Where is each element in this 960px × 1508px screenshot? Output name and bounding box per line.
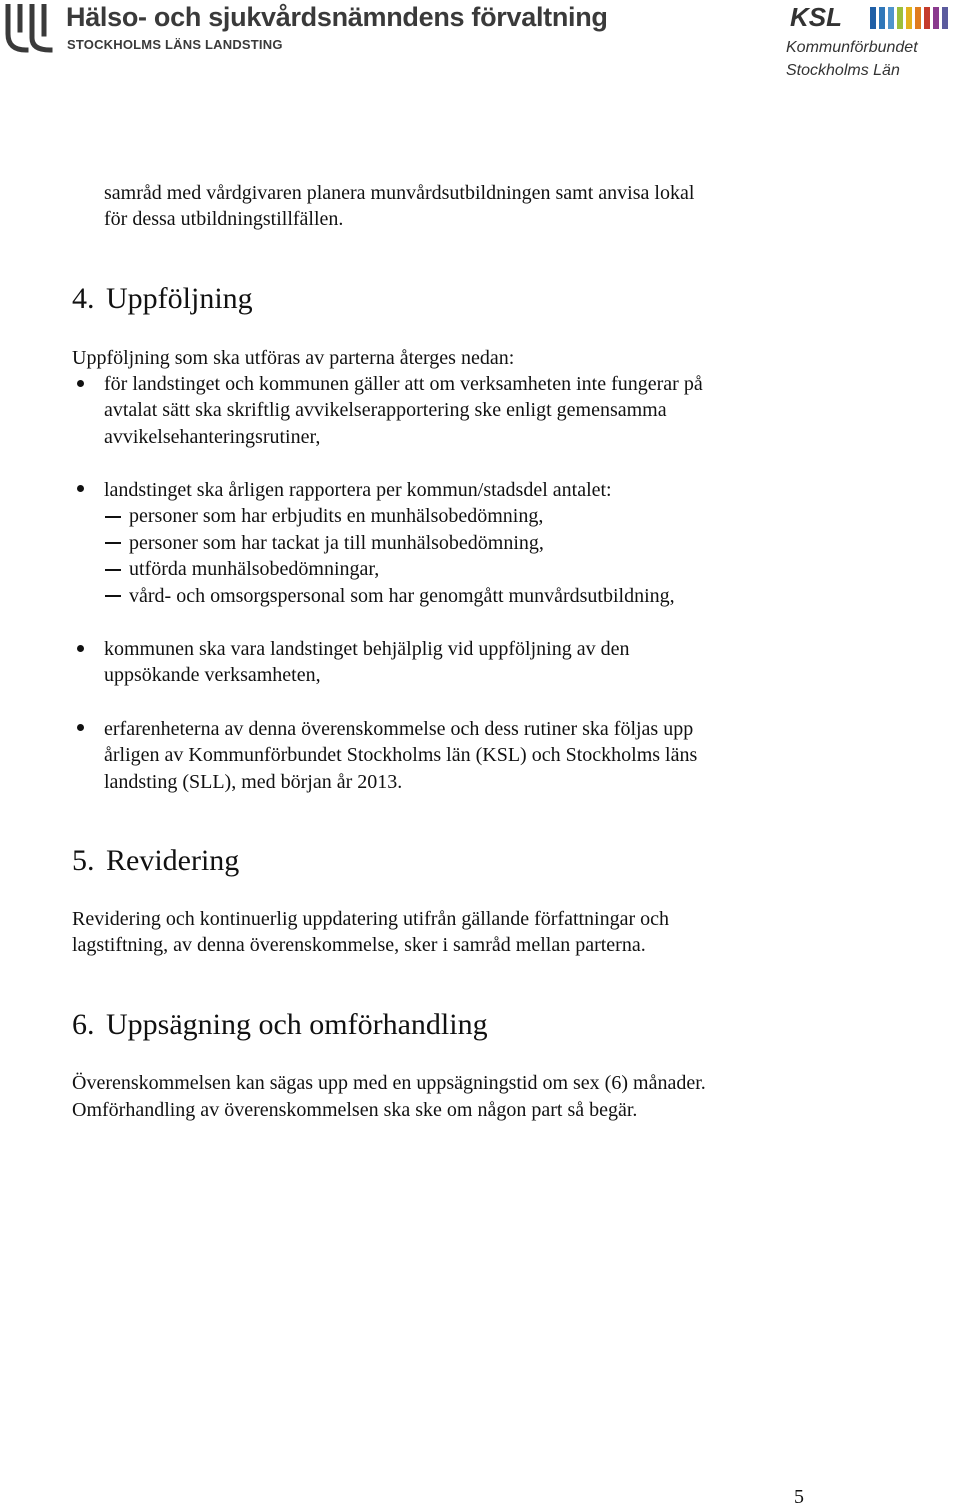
intro-line: samråd med vårdgivaren planera munvårdsutbildningen samt anvisa lokal bbox=[104, 182, 695, 204]
bullet-icon bbox=[77, 485, 84, 492]
page-number: 5 bbox=[794, 1486, 804, 1508]
dash-icon bbox=[105, 569, 121, 571]
bullet-icon bbox=[77, 380, 84, 387]
ksl-abbreviation: KSL bbox=[790, 2, 842, 32]
list-item-line: uppsökande verksamheten, bbox=[104, 664, 321, 686]
sll-logo-icon bbox=[2, 4, 60, 54]
ksl-logo bbox=[780, 2, 958, 82]
paragraph-line: lagstiftning, av denna överenskommelse, sker i samråd mellan parterna. bbox=[72, 934, 646, 956]
section-heading bbox=[72, 844, 239, 878]
dash-icon bbox=[105, 542, 121, 544]
sub-list-item: personer som har tackat ja till munhälsobedömning, bbox=[129, 532, 544, 554]
dash-icon bbox=[105, 595, 121, 597]
sub-list-item: utförda munhälsobedömningar, bbox=[129, 558, 380, 580]
list-item-line: landsting (SLL), med början år 2013. bbox=[104, 771, 403, 793]
section-heading bbox=[72, 1008, 488, 1042]
list-item-line: avvikelsehanteringsrutiner, bbox=[104, 426, 321, 448]
paragraph-line: Revidering och kontinuerlig uppdatering utifrån gällande författningar och bbox=[72, 908, 670, 930]
list-item-line: avtalat sätt ska skriftlig avvikelserapportering ske enligt gemensamma bbox=[104, 399, 667, 421]
list-item-line: för landstinget och kommunen gäller att om verksamheten inte fungerar på bbox=[104, 373, 703, 395]
sll-header bbox=[0, 0, 660, 60]
section-number: 4. bbox=[72, 282, 95, 315]
header-subtitle: STOCKHOLMS LÄNS LANDSTING bbox=[67, 37, 283, 52]
bullet-icon bbox=[77, 724, 84, 731]
list-item-line: landstinget ska årligen rapportera per kommun/stadsdel antalet: bbox=[104, 479, 612, 501]
header-title: Hälso- och sjukvårdsnämndens förvaltning bbox=[66, 2, 608, 32]
bullet-icon bbox=[77, 645, 84, 652]
section-number: 5. bbox=[72, 844, 95, 877]
intro-line: för dessa utbildningstillfällen. bbox=[104, 208, 344, 230]
section-title: Uppföljning bbox=[106, 282, 253, 315]
paragraph-line: Överenskommelsen kan sägas upp med en uppsägningstid om sex (6) månader. bbox=[72, 1072, 706, 1094]
sub-list-item: personer som har erbjudits en munhälsobedömning, bbox=[129, 505, 544, 527]
section-number: 6. bbox=[72, 1008, 95, 1041]
paragraph-line: Omförhandling av överenskommelsen ska ske om någon part så begär. bbox=[72, 1099, 638, 1121]
section-title: Revidering bbox=[106, 844, 240, 877]
ksl-name-line2: Stockholms Län bbox=[786, 62, 900, 79]
paragraph: Uppföljning som ska utföras av parterna återges nedan: bbox=[72, 347, 515, 369]
section-title: Uppsägning och omförhandling bbox=[106, 1008, 488, 1041]
section-heading bbox=[72, 282, 253, 316]
sub-list-item: vård- och omsorgspersonal som har genomgått munvårdsutbildning, bbox=[129, 585, 675, 607]
dash-icon bbox=[105, 516, 121, 518]
list-item-line: kommunen ska vara landstinget behjälplig vid uppföljning av den bbox=[104, 638, 630, 660]
list-item-line: erfarenheterna av denna överenskommelse och dess rutiner ska följas upp bbox=[104, 718, 694, 740]
list-item-line: årligen av Kommunförbundet Stockholms län (KSL) och Stockholms läns bbox=[104, 744, 698, 766]
ksl-stripes-icon bbox=[870, 7, 956, 29]
ksl-name-line1: Kommunförbundet bbox=[786, 39, 918, 56]
